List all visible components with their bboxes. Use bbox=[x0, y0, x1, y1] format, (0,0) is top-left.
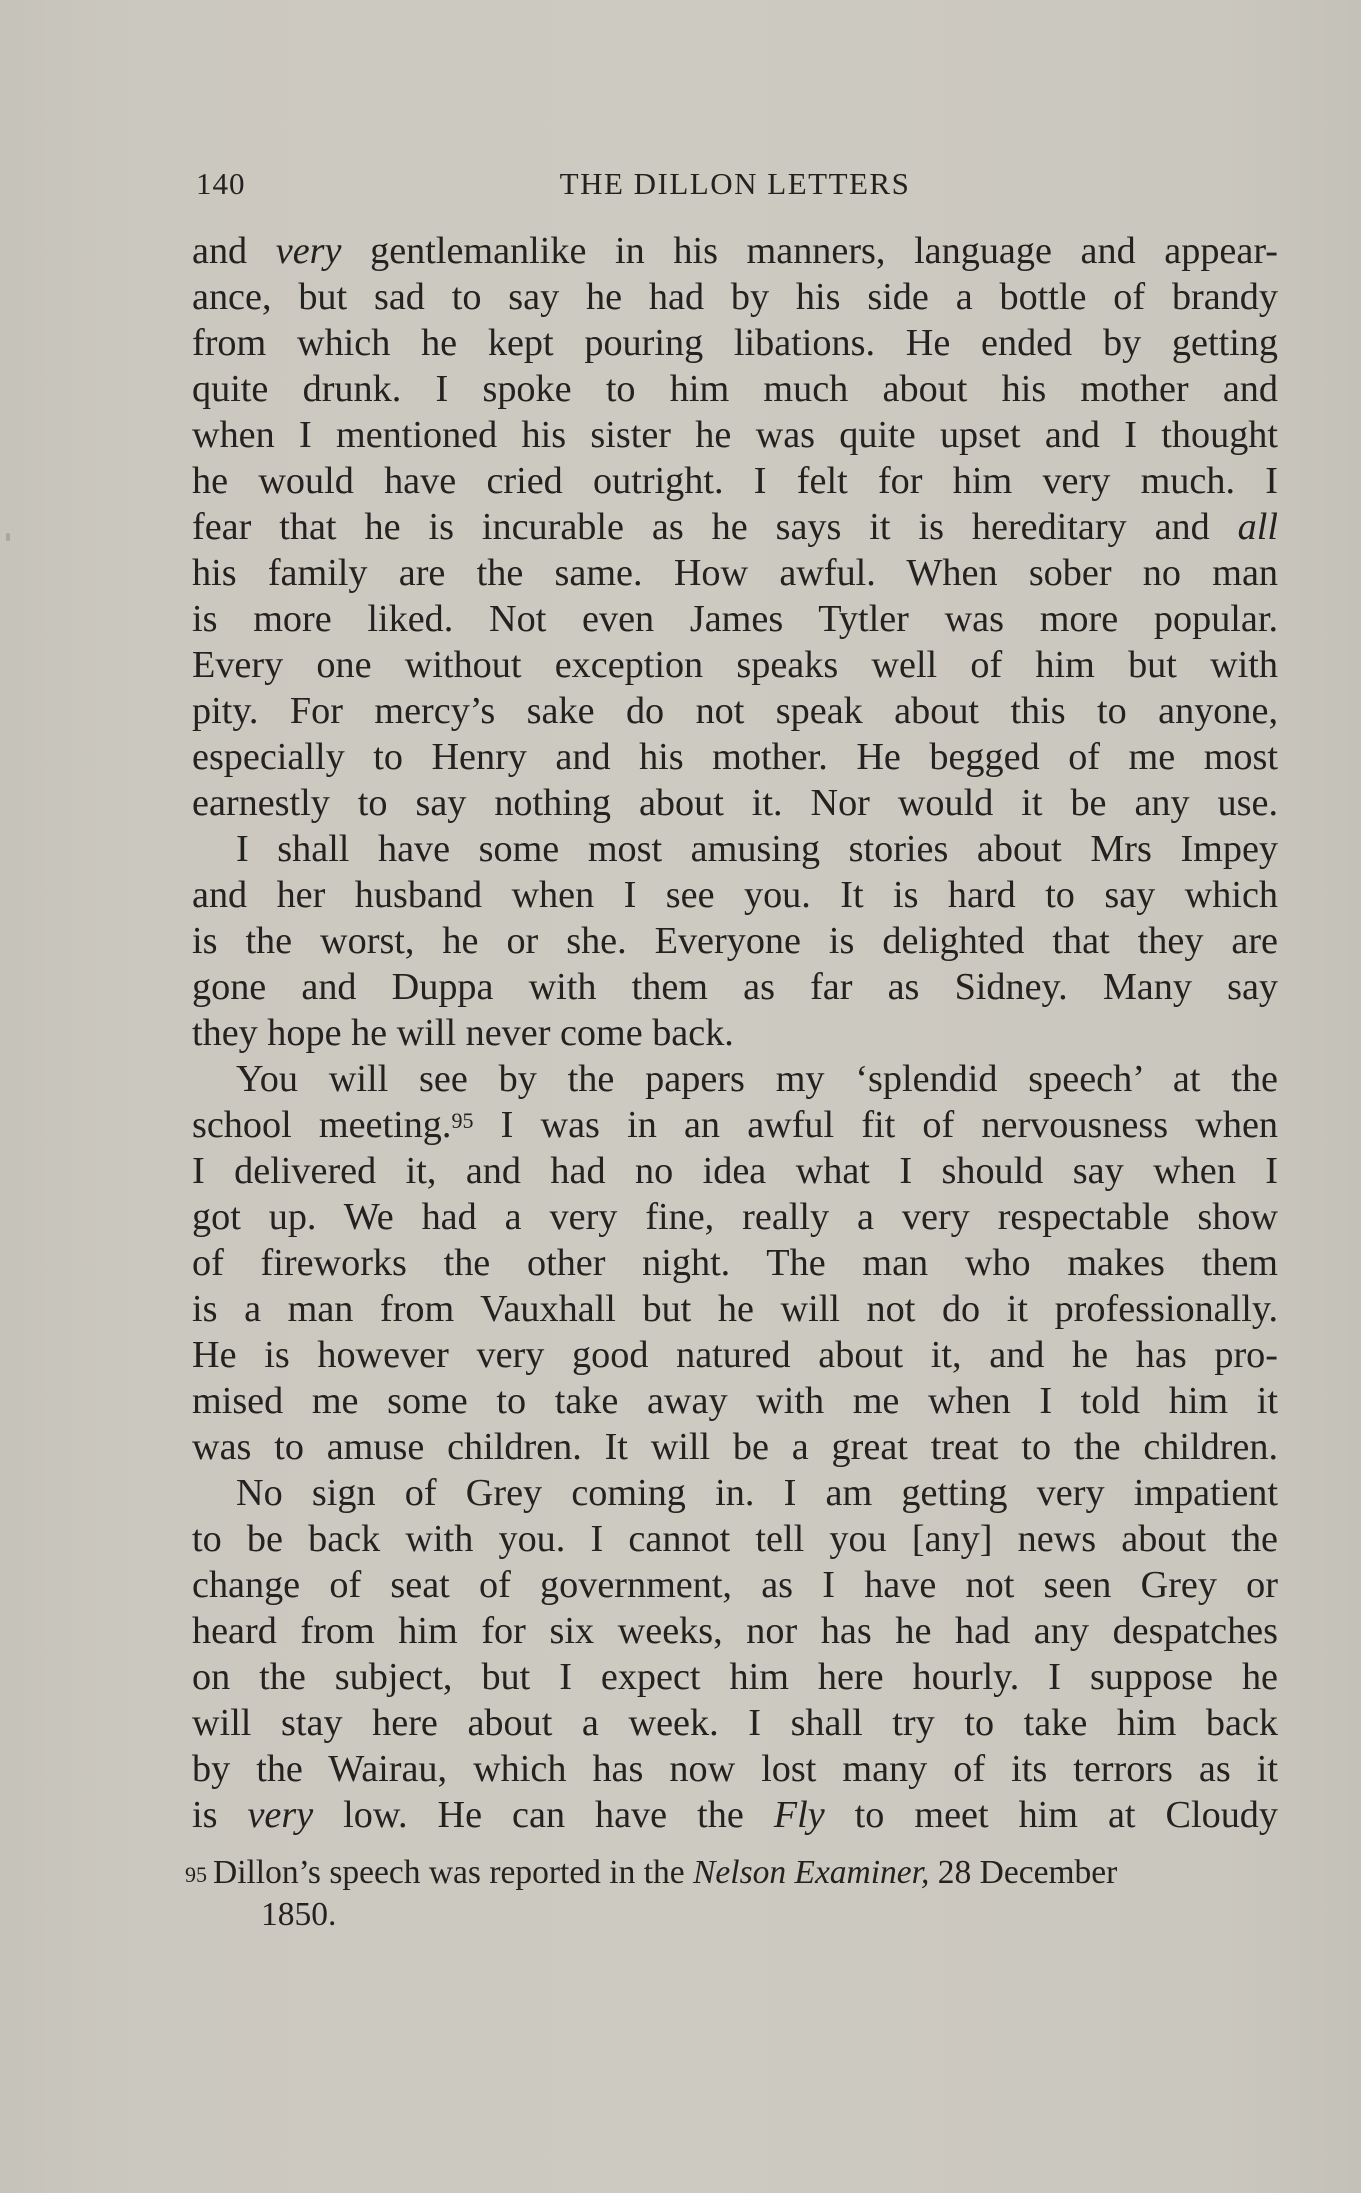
text-line: heard from him for six weeks, nor has he had any despatches bbox=[192, 1610, 1278, 1652]
footnote-number: 95 bbox=[185, 1862, 207, 1887]
text-line: You will see by the papers my ‘splendid speech’ at the bbox=[236, 1058, 1278, 1100]
text-line: gone and Duppa with them as far as Sidney. Many say bbox=[192, 966, 1278, 1008]
page-number: 140 bbox=[196, 166, 246, 201]
text-line: when I mentioned his sister he was quite upset and I thought bbox=[192, 414, 1278, 456]
text-line: of fireworks the other night. The man who makes them bbox=[192, 1242, 1278, 1284]
text-line: to be back with you. I cannot tell you [any] news about the bbox=[192, 1518, 1278, 1560]
text-line: change of seat of government, as I have not seen Grey or bbox=[192, 1564, 1278, 1606]
text-line: I shall have some most amusing stories about Mrs Impey bbox=[236, 828, 1278, 870]
text-line: is more liked. Not even James Tytler was more popular. bbox=[192, 598, 1278, 640]
text-line: was to amuse children. It will be a great treat to the children. bbox=[192, 1426, 1278, 1468]
footnote-line: $^{95}$ Dillon’s speech was reported in the Nelson Examiner, 28 December bbox=[185, 1854, 1118, 1891]
text-line: No sign of Grey coming in. I am getting very impatient bbox=[236, 1472, 1278, 1514]
text-line: quite drunk. I spoke to him much about his mother and bbox=[192, 368, 1278, 410]
text-line: ance, but sad to say he had by his side a bottle of brandy bbox=[192, 276, 1278, 318]
text-line: his family are the same. How awful. When sober no man bbox=[192, 552, 1278, 594]
text-line: mised me some to take away with me when I told him it bbox=[192, 1380, 1278, 1422]
text-line: I delivered it, and had no idea what I should say when I bbox=[192, 1150, 1278, 1192]
text-line: earnestly to say nothing about it. Nor would it be any use. bbox=[192, 782, 1278, 824]
text-line: and very gentlemanlike in his manners, language and appear- bbox=[192, 230, 1278, 272]
text-line: he would have cried outright. I felt for him very much. I bbox=[192, 460, 1278, 502]
running-head: THE DILLON LETTERS bbox=[559, 166, 911, 201]
footnote-line: 1850. bbox=[261, 1896, 337, 1933]
text-line: and her husband when I see you. It is hard to say which bbox=[192, 874, 1278, 916]
text-line: by the Wairau, which has now lost many of its terrors as it bbox=[192, 1748, 1278, 1790]
body-text bbox=[192, 228, 1278, 1838]
text-line: is the worst, he or she. Everyone is delighted that they are bbox=[192, 920, 1278, 962]
text-line: got up. We had a very fine, really a very respectable show bbox=[192, 1196, 1278, 1238]
text-line: on the subject, but I expect him here hourly. I suppose he bbox=[192, 1656, 1278, 1698]
text-line: is very low. He can have the Fly to meet him at Cloudy bbox=[192, 1794, 1278, 1836]
text-line: pity. For mercy’s sake do not speak about this to anyone, bbox=[192, 690, 1278, 732]
page-header bbox=[192, 166, 1278, 206]
text-line: fear that he is incurable as he says it is hereditary and all bbox=[192, 506, 1278, 548]
text-line: school meeting.$^{95}$ I was in an awful fit of nervousness when bbox=[192, 1104, 1278, 1146]
text-line: they hope he will never come back. bbox=[192, 1012, 734, 1054]
footnote bbox=[185, 1852, 1271, 1936]
text-line: He is however very good natured about it, and he has pro- bbox=[192, 1334, 1278, 1376]
text-line: Every one without exception speaks well of him but with bbox=[192, 644, 1278, 686]
footnote-reference: 95 bbox=[451, 1108, 474, 1133]
text-line: is a man from Vauxhall but he will not do it professionally. bbox=[192, 1288, 1278, 1330]
text-line: will stay here about a week. I shall try to take him back bbox=[192, 1702, 1278, 1744]
text-line: especially to Henry and his mother. He begged of me most bbox=[192, 736, 1278, 778]
margin-mark bbox=[6, 533, 10, 541]
text-line: from which he kept pouring libations. He ended by getting bbox=[192, 322, 1278, 364]
